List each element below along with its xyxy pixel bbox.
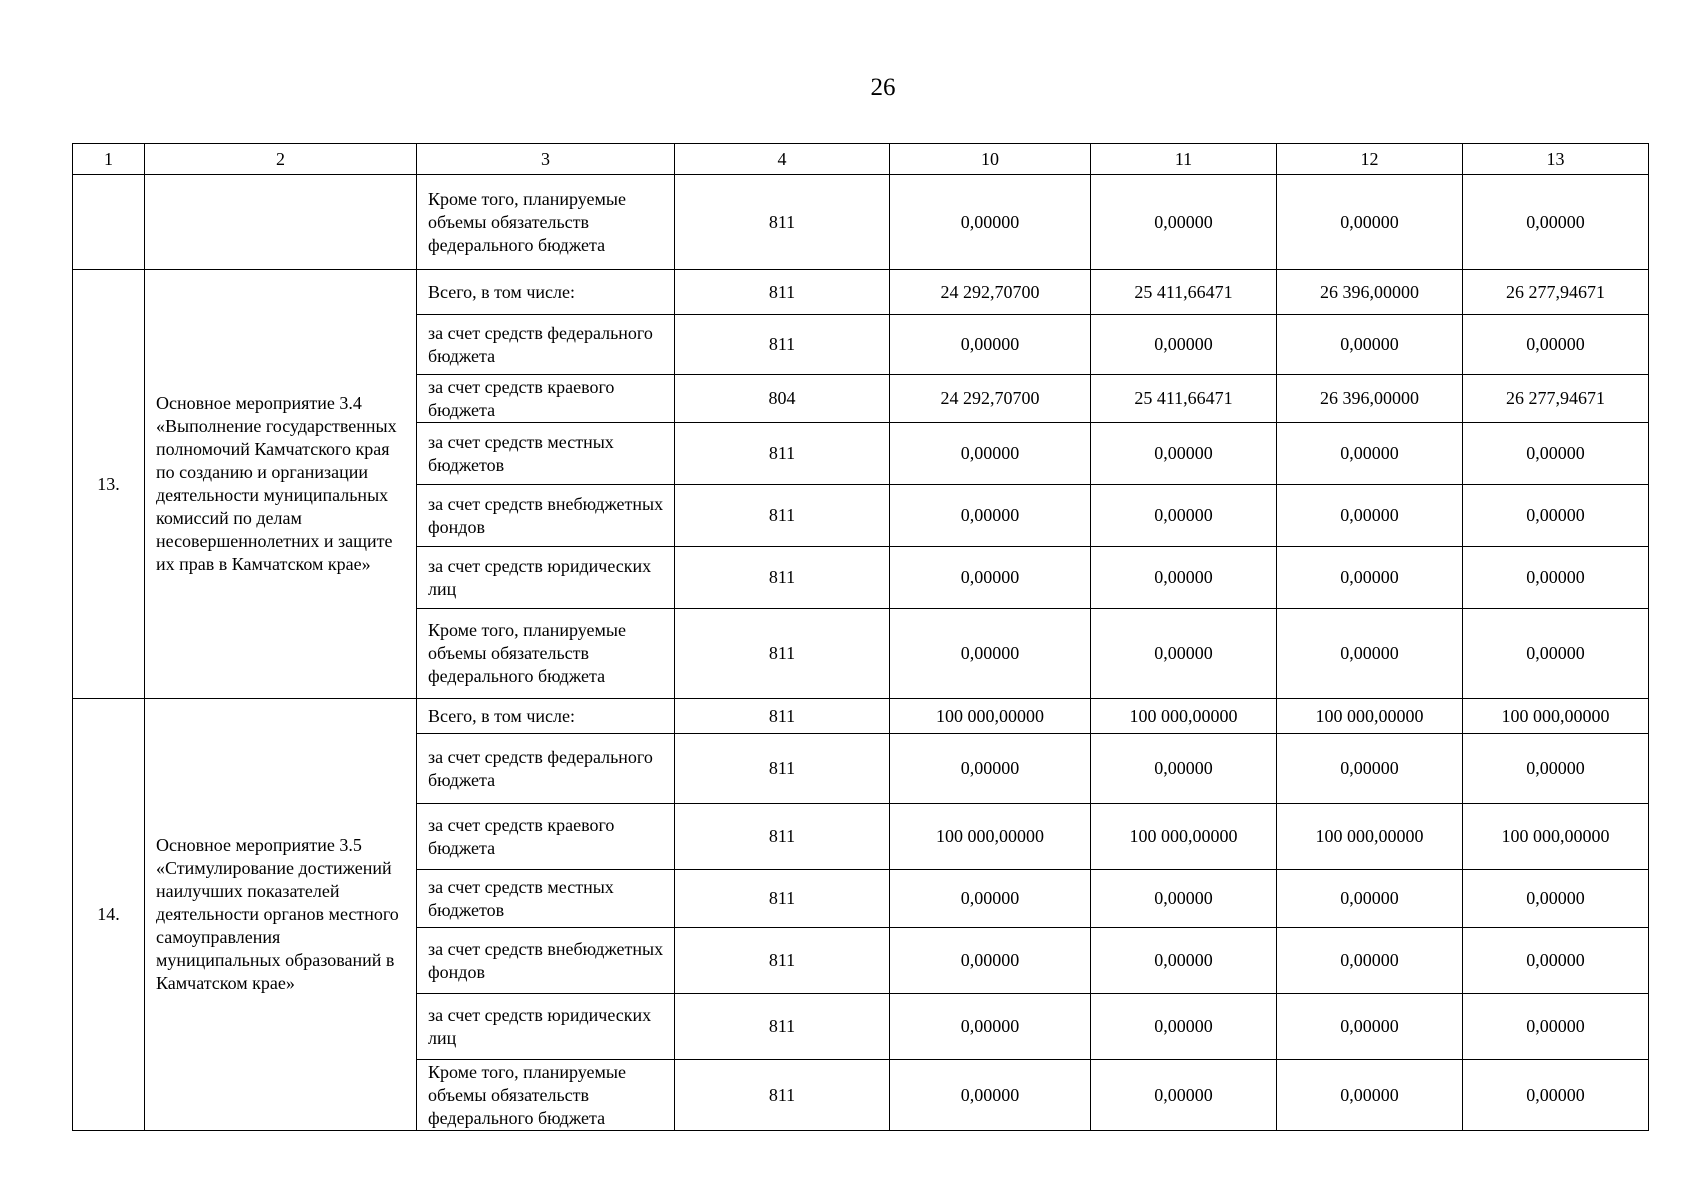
code-cell: 811 bbox=[675, 928, 890, 994]
code-cell: 811 bbox=[675, 270, 890, 315]
value-cell: 0,00000 bbox=[1091, 315, 1277, 375]
code-cell: 811 bbox=[675, 315, 890, 375]
value-cell: 100 000,00000 bbox=[1463, 699, 1649, 734]
header-cell: 11 bbox=[1091, 144, 1277, 175]
value-cell: 0,00000 bbox=[1091, 1060, 1277, 1131]
value-cell: 0,00000 bbox=[1277, 547, 1463, 609]
value-cell: 0,00000 bbox=[1463, 485, 1649, 547]
value-cell: 0,00000 bbox=[1277, 734, 1463, 804]
value-cell: 100 000,00000 bbox=[1277, 804, 1463, 870]
empty-cell bbox=[145, 175, 417, 270]
value-cell: 26 396,00000 bbox=[1277, 375, 1463, 423]
value-cell: 25 411,66471 bbox=[1091, 270, 1277, 315]
value-cell: 24 292,70700 bbox=[890, 270, 1091, 315]
header-cell: 1 bbox=[73, 144, 145, 175]
value-cell: 0,00000 bbox=[1463, 928, 1649, 994]
value-cell: 0,00000 bbox=[1463, 547, 1649, 609]
row-number-cell: 13. bbox=[73, 270, 145, 699]
value-cell: 100 000,00000 bbox=[890, 699, 1091, 734]
code-cell: 811 bbox=[675, 994, 890, 1060]
source-cell: Всего, в том числе: bbox=[417, 270, 675, 315]
value-cell: 100 000,00000 bbox=[1277, 699, 1463, 734]
value-cell: 0,00000 bbox=[1091, 423, 1277, 485]
value-cell: 0,00000 bbox=[1091, 870, 1277, 928]
value-cell: 0,00000 bbox=[1277, 1060, 1463, 1131]
source-cell: за счет средств внебюджетных фондов bbox=[417, 928, 675, 994]
code-cell: 811 bbox=[675, 423, 890, 485]
source-cell: за счет средств федерального бюджета bbox=[417, 734, 675, 804]
value-cell: 0,00000 bbox=[890, 485, 1091, 547]
page-number: 26 bbox=[870, 74, 896, 101]
source-cell: Кроме того, планируемые объемы обязательств федерального бюджета bbox=[417, 1060, 675, 1131]
value-cell: 0,00000 bbox=[890, 423, 1091, 485]
source-cell: за счет средств краевого бюджета bbox=[417, 804, 675, 870]
code-cell: 811 bbox=[675, 609, 890, 699]
value-cell: 0,00000 bbox=[1277, 870, 1463, 928]
value-cell: 0,00000 bbox=[1091, 609, 1277, 699]
source-cell: за счет средств юридических лиц bbox=[417, 547, 675, 609]
value-cell: 26 396,00000 bbox=[1277, 270, 1463, 315]
source-cell: Всего, в том числе: bbox=[417, 699, 675, 734]
code-cell: 811 bbox=[675, 804, 890, 870]
header-cell: 10 bbox=[890, 144, 1091, 175]
value-cell: 0,00000 bbox=[1091, 175, 1277, 270]
value-cell: 0,00000 bbox=[1277, 485, 1463, 547]
value-cell: 0,00000 bbox=[1091, 485, 1277, 547]
value-cell: 0,00000 bbox=[1091, 547, 1277, 609]
code-cell: 811 bbox=[675, 1060, 890, 1131]
value-cell: 0,00000 bbox=[890, 315, 1091, 375]
value-cell: 0,00000 bbox=[1463, 734, 1649, 804]
value-cell: 100 000,00000 bbox=[890, 804, 1091, 870]
code-cell: 811 bbox=[675, 870, 890, 928]
value-cell: 24 292,70700 bbox=[890, 375, 1091, 423]
header-row bbox=[73, 144, 1649, 175]
code-cell: 811 bbox=[675, 485, 890, 547]
value-cell: 0,00000 bbox=[1463, 423, 1649, 485]
value-cell: 100 000,00000 bbox=[1091, 804, 1277, 870]
header-cell: 2 bbox=[145, 144, 417, 175]
value-cell: 0,00000 bbox=[890, 547, 1091, 609]
value-cell: 0,00000 bbox=[890, 609, 1091, 699]
value-cell: 0,00000 bbox=[1463, 870, 1649, 928]
value-cell: 100 000,00000 bbox=[1091, 699, 1277, 734]
source-cell: за счет средств федерального бюджета bbox=[417, 315, 675, 375]
budget-table bbox=[72, 143, 1649, 1131]
empty-cell bbox=[73, 175, 145, 270]
value-cell: 0,00000 bbox=[1277, 994, 1463, 1060]
value-cell: 0,00000 bbox=[1277, 315, 1463, 375]
value-cell: 0,00000 bbox=[1463, 609, 1649, 699]
value-cell: 0,00000 bbox=[1277, 175, 1463, 270]
header-cell: 13 bbox=[1463, 144, 1649, 175]
activity-name-cell: Основное мероприятие 3.4 «Выполнение государственных полномочий Камчатского края по созданию и организации деятельности муниципальных комиссий по делам несовершеннолетних и защите их прав в Камчатском крае» bbox=[145, 270, 417, 699]
value-cell: 26 277,94671 bbox=[1463, 270, 1649, 315]
value-cell: 0,00000 bbox=[890, 175, 1091, 270]
source-cell: за счет средств местных бюджетов bbox=[417, 423, 675, 485]
source-cell: за счет средств юридических лиц bbox=[417, 994, 675, 1060]
value-cell: 0,00000 bbox=[1463, 315, 1649, 375]
value-cell: 0,00000 bbox=[1091, 994, 1277, 1060]
value-cell: 0,00000 bbox=[1091, 928, 1277, 994]
activity-name-cell: Основное мероприятие 3.5 «Стимулирование достижений наилучших показателей деятельности органов местного самоуправления муниципальных образований в Камчатском крае» bbox=[145, 699, 417, 1131]
value-cell: 26 277,94671 bbox=[1463, 375, 1649, 423]
value-cell: 0,00000 bbox=[1277, 928, 1463, 994]
source-cell: Кроме того, планируемые объемы обязательств федерального бюджета bbox=[417, 609, 675, 699]
code-cell: 804 bbox=[675, 375, 890, 423]
source-cell: за счет средств местных бюджетов bbox=[417, 870, 675, 928]
header-cell: 3 bbox=[417, 144, 675, 175]
value-cell: 0,00000 bbox=[890, 870, 1091, 928]
value-cell: 0,00000 bbox=[890, 734, 1091, 804]
table-row bbox=[73, 699, 1649, 734]
value-cell: 0,00000 bbox=[890, 1060, 1091, 1131]
value-cell: 100 000,00000 bbox=[1463, 804, 1649, 870]
source-cell: за счет средств внебюджетных фондов bbox=[417, 485, 675, 547]
code-cell: 811 bbox=[675, 175, 890, 270]
code-cell: 811 bbox=[675, 734, 890, 804]
value-cell: 0,00000 bbox=[1277, 609, 1463, 699]
source-cell: за счет средств краевого бюджета bbox=[417, 375, 675, 423]
value-cell: 0,00000 bbox=[890, 928, 1091, 994]
value-cell: 0,00000 bbox=[1463, 1060, 1649, 1131]
source-cell: Кроме того, планируемые объемы обязательств федерального бюджета bbox=[417, 175, 675, 270]
value-cell: 0,00000 bbox=[890, 994, 1091, 1060]
table-row bbox=[73, 270, 1649, 315]
table-row bbox=[73, 175, 1649, 270]
row-number-cell: 14. bbox=[73, 699, 145, 1131]
code-cell: 811 bbox=[675, 547, 890, 609]
value-cell: 0,00000 bbox=[1463, 175, 1649, 270]
header-cell: 12 bbox=[1277, 144, 1463, 175]
header-cell: 4 bbox=[675, 144, 890, 175]
value-cell: 25 411,66471 bbox=[1091, 375, 1277, 423]
code-cell: 811 bbox=[675, 699, 890, 734]
value-cell: 0,00000 bbox=[1277, 423, 1463, 485]
value-cell: 0,00000 bbox=[1463, 994, 1649, 1060]
value-cell: 0,00000 bbox=[1091, 734, 1277, 804]
